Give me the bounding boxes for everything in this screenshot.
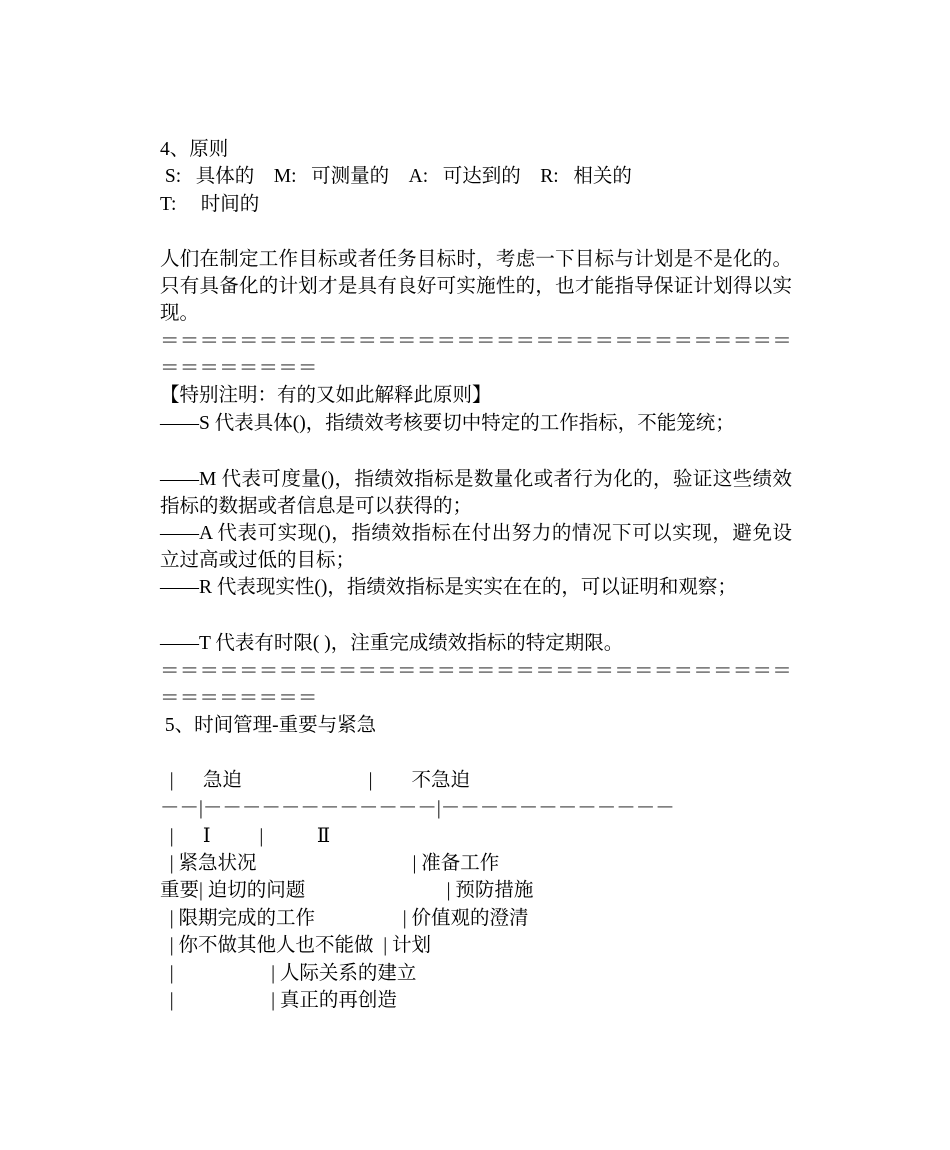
definition-m: ——M 代表可度量()，指绩效指标是数量化或者行为化的，验证这些绩效指标的数据或者信息是可以获得的；	[160, 469, 792, 517]
matrix-line: | 限期完成的工作 | 价值观的澄清	[160, 908, 529, 929]
definition-a: ——A 代表可实现()，指绩效指标在付出努力的情况下可以实现，避免设立过高或过低的目标；	[160, 523, 792, 571]
definition-t: ——T 代表有时限( )，注重完成绩效指标的特定期限。	[160, 633, 624, 654]
matrix-line: 重要| 迫切的问题 | 预防措施	[160, 880, 534, 901]
special-note-heading: 【特别注明：有的又如此解释此原则】	[160, 385, 492, 406]
matrix-line: | 紧急状况 | 准备工作	[160, 853, 500, 874]
section-5-heading: 5、时间管理-重要与紧急	[160, 715, 377, 736]
goal-paragraph: 人们在制定工作目标或者任务目标时，考虑一下目标与计划是不是化的。只有具备化的计划才是具有良好可实施性的，也才能指导保证计划得以实现。	[160, 249, 792, 324]
matrix-line: | | 人际关系的建立	[160, 963, 417, 984]
separator-rule: ＝＝＝＝＝＝＝＝＝＝＝＝＝＝＝＝＝＝＝＝＝＝＝＝＝＝＝＝＝＝＝＝＝＝＝＝＝＝＝＝	[160, 331, 792, 379]
separator-rule-2: ＝＝＝＝＝＝＝＝＝＝＝＝＝＝＝＝＝＝＝＝＝＝＝＝＝＝＝＝＝＝＝＝＝＝＝＝＝＝＝＝	[160, 661, 792, 709]
definition-s: ——S 代表具体()，指绩效考核要切中特定的工作指标，不能笼统；	[160, 413, 735, 434]
matrix-line: | 急迫 | 不急迫	[160, 770, 471, 791]
section-4-heading: 4、原则	[160, 139, 229, 160]
principles-line: S: 具体的 M: 可测量的 A: 可达到的 R: 相关的	[160, 166, 632, 187]
matrix-line: | | 真正的再创造	[160, 990, 397, 1011]
time-principle-line: T: 时间的	[160, 194, 260, 215]
matrix-line: －－|－－－－－－－－－－－－|－－－－－－－－－－－－	[160, 798, 675, 819]
matrix-line: | Ⅰ | Ⅱ	[160, 826, 331, 847]
matrix-line: | 你不做其他人也不能做 | 计划	[160, 935, 432, 956]
definition-r: ——R 代表现实性()，指绩效指标是实实在在的，可以证明和观察；	[160, 577, 737, 598]
